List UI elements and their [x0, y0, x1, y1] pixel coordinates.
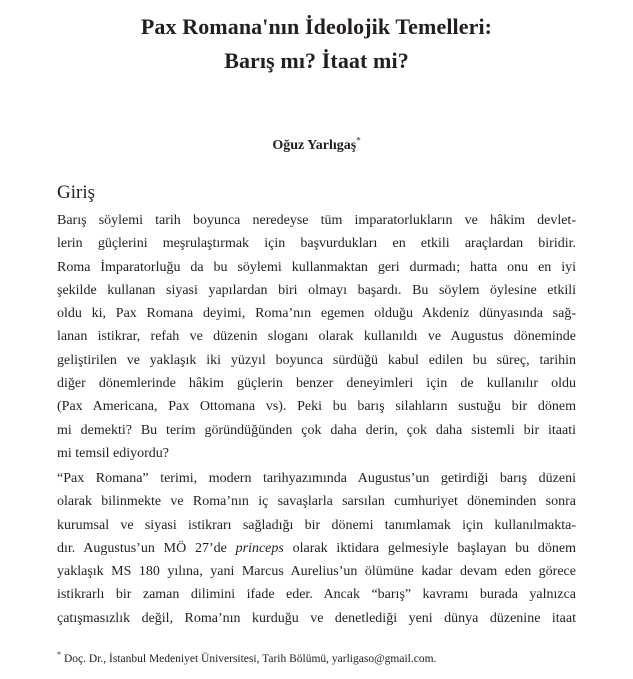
footnote [57, 650, 437, 665]
paragraph-line: istikrarlı bir zaman dilimini ifade eder. Ancak “barış” kavramı burada yalnızca [57, 587, 576, 603]
paragraph-line: diğer dönemlerinde hâkim güçlerin benzer deneyimleri için de kullanılır oldu [57, 376, 576, 392]
paragraph-line: oldu ki, Pax Romana deyimi, Roma’nın egemen olduğu Akdeniz dünyasında sağ- [57, 306, 576, 322]
paragraph-2 [57, 467, 576, 630]
paragraph-1 [57, 209, 576, 465]
paragraph-line [57, 537, 576, 560]
paragraph-text: dır. Augustus’un MÖ 27’de [57, 540, 236, 556]
author-name: Oğuz Yarlıgaş [272, 138, 357, 153]
footnote-text: Doç. Dr., İstanbul Medeniyet Üniversitesi, Tarih Bölümü, yarligaso@gmail.com. [64, 653, 437, 665]
paragraph-line: kurumsal ve siyasi istikrarı sağladığı bir dönemi tanımlamak için kullanılmakta- [57, 517, 576, 533]
paragraph-line: olarak bilinmekte ve Roma’nın iç savaşlarla sarsılan cumhuriyet döneminden sonra [57, 494, 576, 510]
paragraph-line: şekilde kullanan siyasi yapılardan biri olmayı başardı. Bu söylem öylesine etkili [57, 282, 576, 298]
paragraph-line: Barış söylemi tarih boyunca neredeyse tüm imparatorlukların ve hâkim devlet- [57, 213, 576, 228]
paragraph-line: yaklaşık MS 180 yılına, yani Marcus Aurelius’un ölümüne kadar devam eden görece [57, 564, 576, 580]
paragraph-line: mi temsil ediyordu? [57, 445, 169, 461]
section-heading: Giriş [57, 182, 95, 203]
article-title-line-2: Barış mı? İtaat mi? [224, 48, 409, 73]
paragraph-line: mi demekti? Bu terim göründüğünden çok daha derin, çok daha sistemli bir itaati [57, 422, 576, 438]
author-byline [0, 135, 633, 154]
paragraph-line: çatışmasızlık değil, Roma’nın kurduğu ve denetlediği yeni dünya düzenine itaat [57, 610, 576, 626]
italic-term: princeps [235, 540, 284, 556]
paragraph-line: (Pax Americana, Pax Ottomana vs). Peki bu barış silahların sustuğu bir dönem [57, 399, 576, 415]
footnote-mark: * [57, 650, 61, 660]
article-title-line-1: Pax Romana'nın İdeolojik Temelleri: [140, 14, 493, 39]
paragraph-line: “Pax Romana” terimi, modern tarihyazımında Augustus’un getirdiği barış düzeni [57, 471, 576, 486]
paragraph-line: Roma İmparatorluğu da bu söylemi kullanmaktan geri durmadı; hatta onu en iyi [57, 259, 576, 275]
paragraph-text: olarak iktidara gelmesiyle başlayan bu dönem [283, 540, 576, 556]
paragraph-line: lanan istikrar, refah ve düzenin sloganı olarak kullanıldı ve Augustus döneminde [57, 329, 576, 345]
paragraph-line: lerin güçlerini meşrulaştırmak için başvurdukları en etkili araçlardan biridir. [57, 236, 576, 252]
author-footnote-mark: * [356, 135, 361, 146]
paragraph-line: geliştirilen ve yaklaşık iki yüzyıl boyunca sürdüğü kabul edilen bu süreç, tarihin [57, 352, 576, 368]
